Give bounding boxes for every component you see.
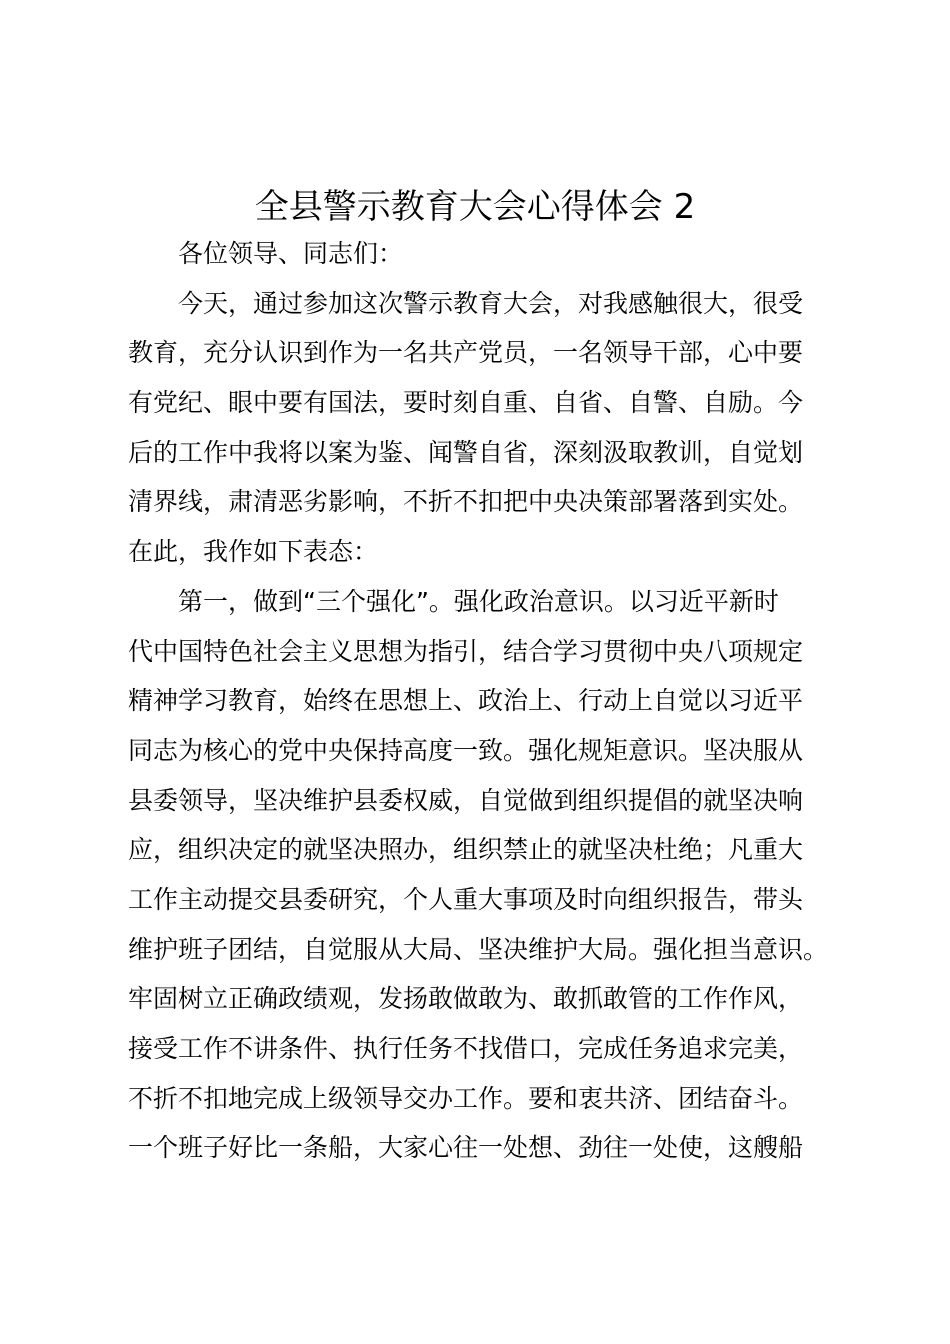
document-body (128, 229, 868, 1173)
text-line: 牢固树立正确政绩观，发扬敢做敢为、敢抓敢管的工作作风， (128, 984, 804, 1014)
text-line: 维护班子团结，自觉服从大局、坚决维护大局。强化担当意识。 (128, 934, 829, 964)
text-line: 工作主动提交县委研究，个人重大事项及时向组织报告，带头 (128, 884, 804, 914)
text-line: 精神学习教育，始终在思想上、政治上、行动上自觉以习近平 (128, 686, 804, 716)
text-line: 清界线，肃清恶劣影响，不折不扣把中央决策部署落到实处。 (128, 487, 804, 517)
text-line: 在此，我作如下表态： (128, 537, 379, 567)
text-line: 应，组织决定的就坚决照办，组织禁止的就坚决杜绝；凡重大 (128, 835, 804, 865)
text-line: 县委领导，坚决维护县委权威，自觉做到组织提倡的就坚决响 (128, 785, 804, 815)
text-line: 各位领导、同志们： (178, 239, 404, 268)
text-line: 代中国特色社会主义思想为指引，结合学习贯彻中央八项规定 (128, 636, 804, 666)
text-line: 后的工作中我将以案为鉴、闻警自省，深刻汲取教训，自觉划 (128, 437, 804, 467)
text-line: 第一，做到“三个强化”。强化政治意识。以习近平新时 (178, 586, 779, 616)
text-line: 接受工作不讲条件、执行任务不找借口，完成任务追求完美， (128, 1034, 804, 1063)
text-line: 不折不扣地完成上级领导交办工作。要和衷共济、团结奋斗。 (128, 1083, 804, 1113)
text-line: 同志为核心的党中央保持高度一致。强化规矩意识。坚决服从 (128, 735, 804, 765)
text-line: 一个班子好比一条船，大家心往一处想、劲往一处使，这艘船 (128, 1133, 804, 1163)
document-title: 全县警示教育大会心得体会 2 (254, 187, 696, 227)
text-line: 今天，通过参加这次警示教育大会，对我感触很大，很受 (178, 288, 804, 318)
text-line: 教育，充分认识到作为一名共产党员，一名领导干部，心中要 (128, 338, 804, 368)
text-line: 有党纪、眼中要有国法，要时刻自重、自省、自警、自励。今 (128, 388, 804, 418)
